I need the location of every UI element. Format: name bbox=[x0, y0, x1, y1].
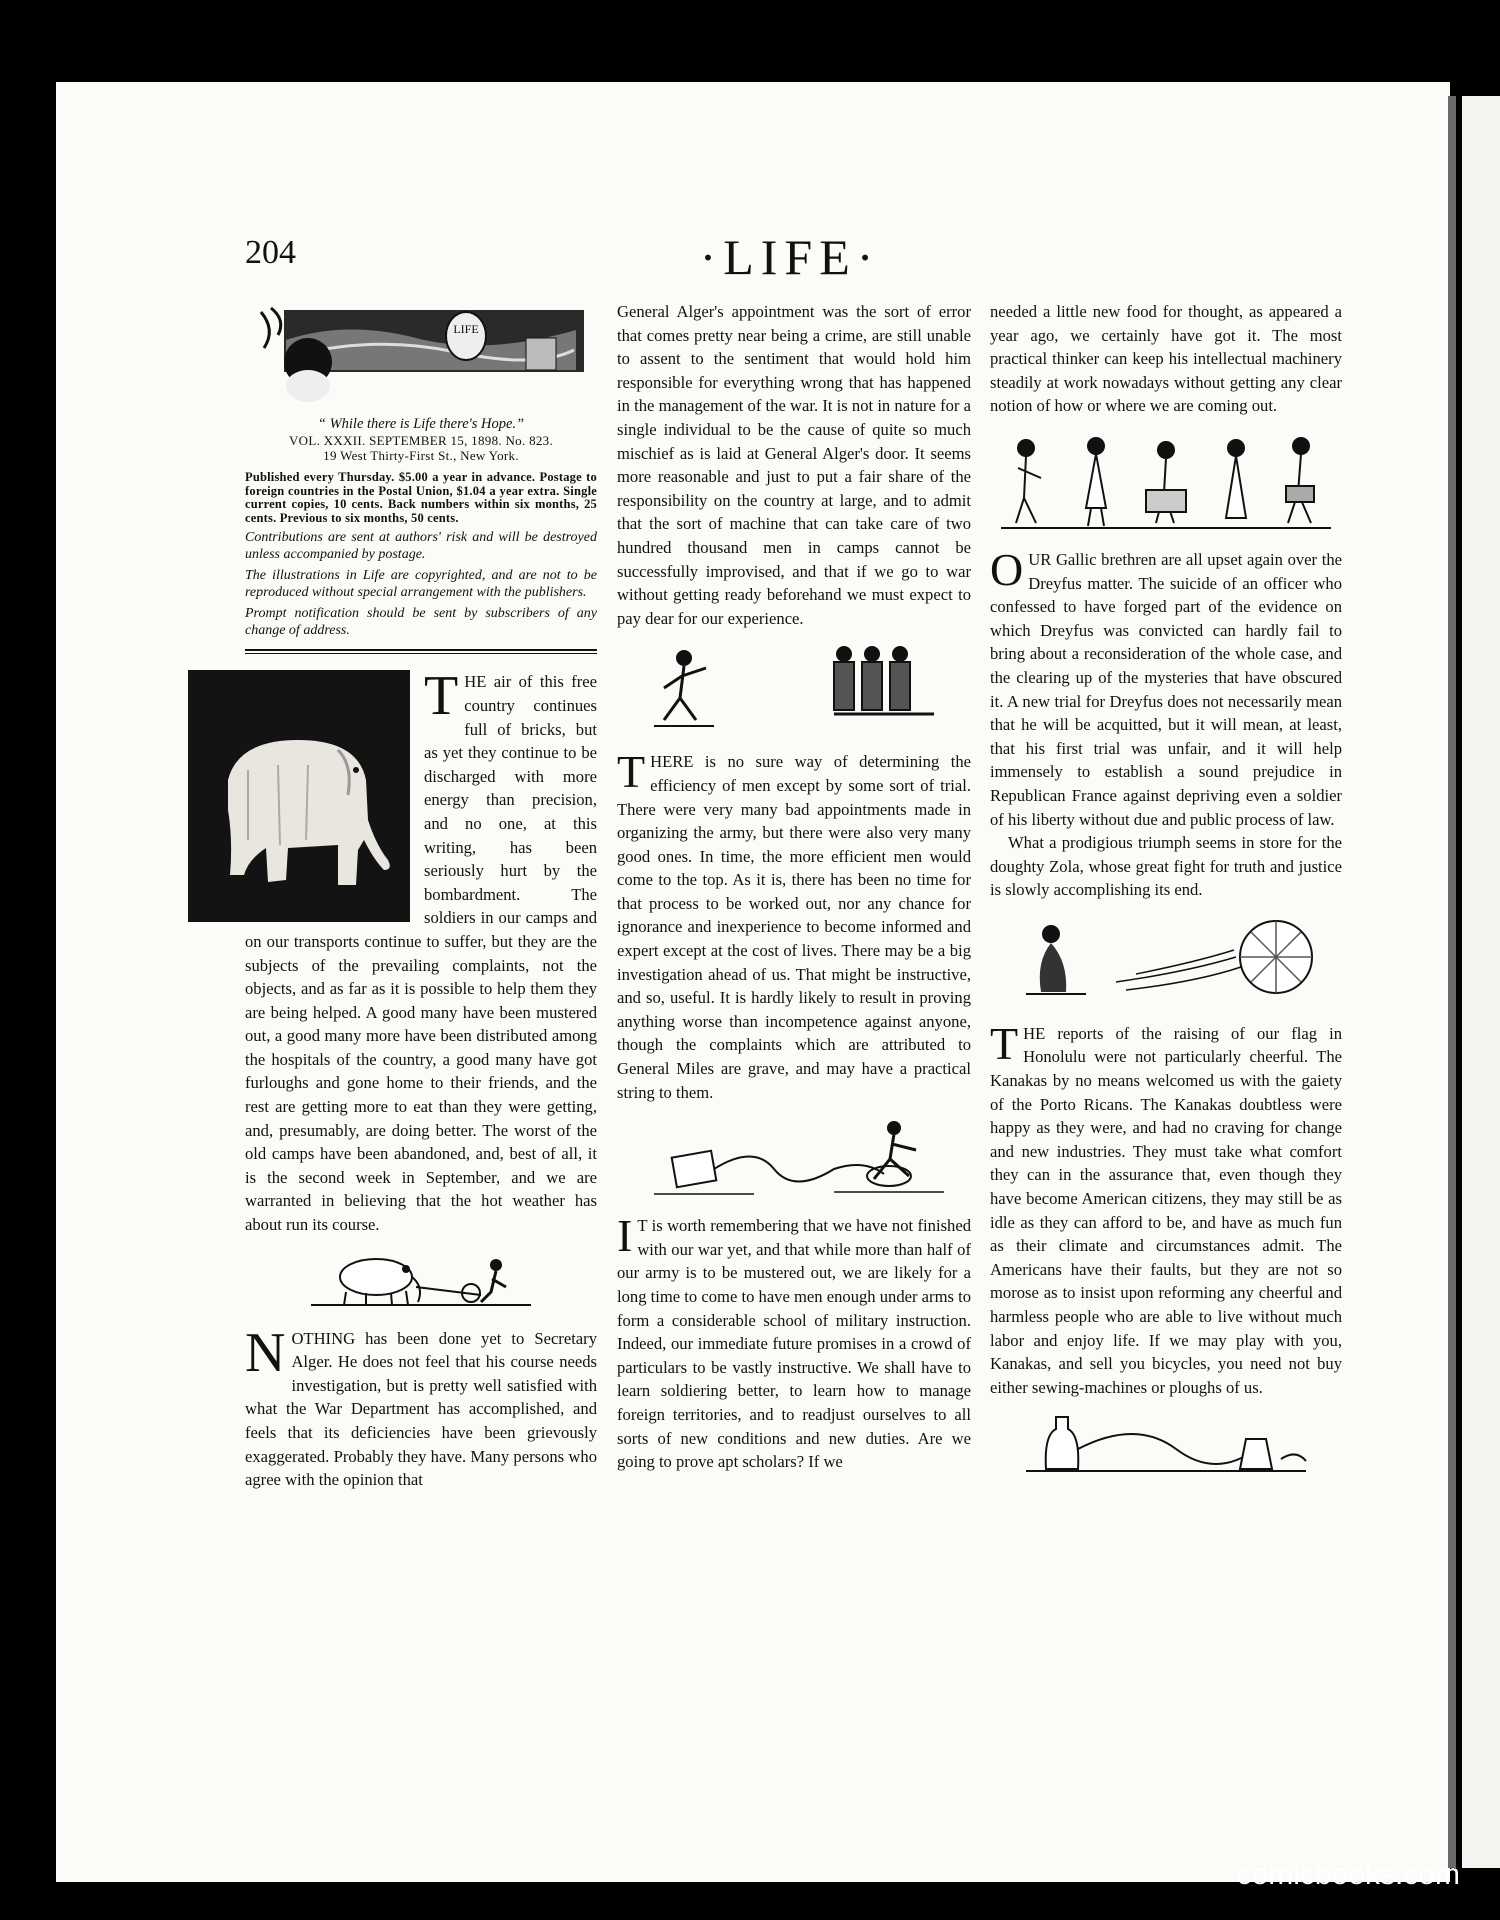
volume-line: VOL. XXXII. SEPTEMBER 15, 1898. No. 823. bbox=[288, 433, 554, 448]
motto: “ While there is Life there's Hope.” bbox=[317, 416, 525, 432]
article-4-continued: needed a little new food for thought, as appeared a year ago, we certainly have got it. The most practical thinker can keep his intellectual machinery steadily at work nowadays without getting any clear notion of how or where we are coming out. bbox=[990, 302, 1342, 416]
zola-fan-illustration bbox=[1006, 912, 1326, 1012]
column-2 bbox=[617, 300, 971, 1474]
magazine-title: ·LIFE· bbox=[699, 229, 881, 285]
article-2-text-col1: OTHING has been done yet to Secretary Alger. He does not feel that his course needs investigation, but is pretty well satisfied with what the War Department has accomplished, and feels that its deficiencies have been grievously exaggerated. Probably they have. Many persons who agree with the opinion that bbox=[245, 1328, 597, 1490]
notice-address: Prompt notification should be sent by subscribers of any change of address. bbox=[245, 606, 597, 638]
article-4-drop-cap: I bbox=[617, 1210, 633, 1262]
page-header bbox=[245, 229, 1335, 285]
notice-contributions: Contributions are sent at authors' risk and will be destroyed unless accompanied by postage. bbox=[245, 530, 597, 562]
article-2-drop-cap: N bbox=[245, 1321, 286, 1384]
address-line: 19 West Thirty-First St., New York. bbox=[323, 448, 519, 463]
article-5 bbox=[990, 543, 1342, 831]
column-1 bbox=[245, 300, 597, 1492]
masthead-life-text: LIFE bbox=[453, 322, 479, 336]
plough-illustration bbox=[306, 1247, 536, 1317]
next-page-edge bbox=[1462, 96, 1500, 1868]
article-2-continued: General Alger's appointment was the sort of error that comes pretty near being a crime, are still unable to assent to the sentiment that would hold him responsible for everything wrong that has happened in the management of the war. It is not in nature for a single individual to be the cause of quite so much mischief as is laid at General Alger's door. It seems more reasonable and just to put a fair share of the responsibility on the country at large, and to admit that the sort of machine that can take care of two hundred thousand men in camps cannot be successfully improvised, and that if we go to war without getting ready beforehand we must expect to pay dear for our experience. bbox=[617, 302, 971, 628]
publication-info: Published every Thursday. $5.00 a year in advance. Postage to foreign countries in the Postal Union, $1.04 a year extra. Single current copies, 10 cents. Back numbers within six months, 25 cents. Previous to six months, 50 cents. bbox=[245, 470, 597, 525]
article-6 bbox=[990, 1017, 1342, 1400]
article-1 bbox=[245, 665, 597, 1236]
watermark: comicbooks.com bbox=[1236, 1858, 1460, 1891]
divider-rule bbox=[245, 649, 597, 654]
page-number: 204 bbox=[245, 234, 296, 271]
french-officers-illustration bbox=[996, 428, 1336, 538]
bottles-illustration bbox=[1016, 1409, 1316, 1479]
article-5-drop-cap: O bbox=[990, 543, 1024, 595]
elephant-illustration bbox=[188, 670, 410, 922]
soldiers-illustration bbox=[634, 640, 954, 740]
article-3-drop-cap: T bbox=[617, 746, 646, 798]
article-4 bbox=[617, 1210, 971, 1474]
article-6-text: HE reports of the raising of our flag in Honolulu were not particularly cheerful. The Kanakas by no means welcomed us with the gaiety of the Porto Ricans. The Kanakas doubtless were happy as they were, and had no craving for change and new industries. They must take what comfort they can in the assurance that, even though they have become American citizens, they may still be as idle as they can afford to be, and have as much fun as their climate and circumstances admit. The Americans have their faults, but they are not so morose as to insist upon reforming any cheerful and harmless people who are able to live without much labor and enjoy life. If we may play with you, Kanakas, and sell you bicycles, you need not buy either sewing-machines or ploughs of us. bbox=[990, 1023, 1342, 1397]
masthead-illustration bbox=[256, 300, 586, 410]
article-4-text-col2: T is worth remembering that we have not finished with our war yet, and that while more than half of our army is to be mustered out, we are likely for a long time to come to have men enough under arms to form a considerable school of military instruction. Indeed, our immediate future promises in a crowd of particulars to be vastly instructive. We shall have to learn soldiering better, to learn how to manage foreign territories, and to readjust ourselves to all sorts of new conditions and new duties. Are we going to prove apt scholars? If we bbox=[617, 1216, 971, 1472]
column-3 bbox=[990, 300, 1342, 1489]
article-5-text: UR Gallic brethren are all upset again over the Dreyfus matter. The suicide of an officer who confessed to have forged part of the evidence on which Dreyfus was convicted can hardly fail to bring about a reconsideration of the whole case, and the clearing up of the mysteries that have obscured it. A new trial for Dreyfus does not necessarily mean that he will be acquitted, but it will mean, at least, that his first trial was unfair, and it will help immensely to establish a sound prejudice in Republican France against depriving even a soldier of his liberty without due and public process of law. bbox=[990, 549, 1342, 829]
notice-copyright: The illustrations in Life are copyrighted, and are not to be reproduced without special arrangement with the publishers. bbox=[245, 568, 597, 600]
article-2-start bbox=[245, 1321, 597, 1492]
article-3-text: HERE is no sure way of determining the efficiency of men except by some sort of trial. There were very many bad appointments made in organizing the army, but there were also very many good ones. In time, the more efficient men would come to the top. As it is, there has been no time for that process to be worked out, nor any chance for ignorance and inexperience to become informed and expert except at the cost of lives. There may be a big investigation ahead of us. That might be instructive, and so, useful. It is hardly likely to result in proving anything worse than incompetence against anyone, though the complaints which are attributed to General Miles are grave, and may have a practical string to them. bbox=[617, 752, 971, 1102]
article-6-drop-cap: T bbox=[990, 1017, 1019, 1069]
article-3 bbox=[617, 746, 971, 1104]
page-edge-shadow bbox=[1448, 96, 1456, 1868]
article-1-text: HE air of this free country continues full of bricks, but as yet they continue to be discharged with more energy than precision, and no one, at this writing, has been seriously hurt by the bombardment. The soldiers in our camps and on our transports continue to suffer, but they are the subjects of the prevailing complaints, not the objects, and as far as it is possible to help them they are being helped. A good many have been mustered out, a good many more have been distributed among the hospitals of the country, a good many have got furloughs and gone home to their friends, and the rest are getting more to eat than they were getting, and, presumably, are doing better. The worst of the old camps have been abandoned, and, best of all, it is the second week in September, and we are warranted in believing that the hot weather has about run its course. bbox=[245, 672, 597, 1235]
article-1-drop-cap: T bbox=[424, 665, 459, 728]
article-5-zola: What a prodigious triumph seems in store for the doughty Zola, whose great fight for truth and justice is slowly accomplishing its end. bbox=[990, 833, 1342, 900]
string-cart-illustration bbox=[634, 1114, 954, 1204]
